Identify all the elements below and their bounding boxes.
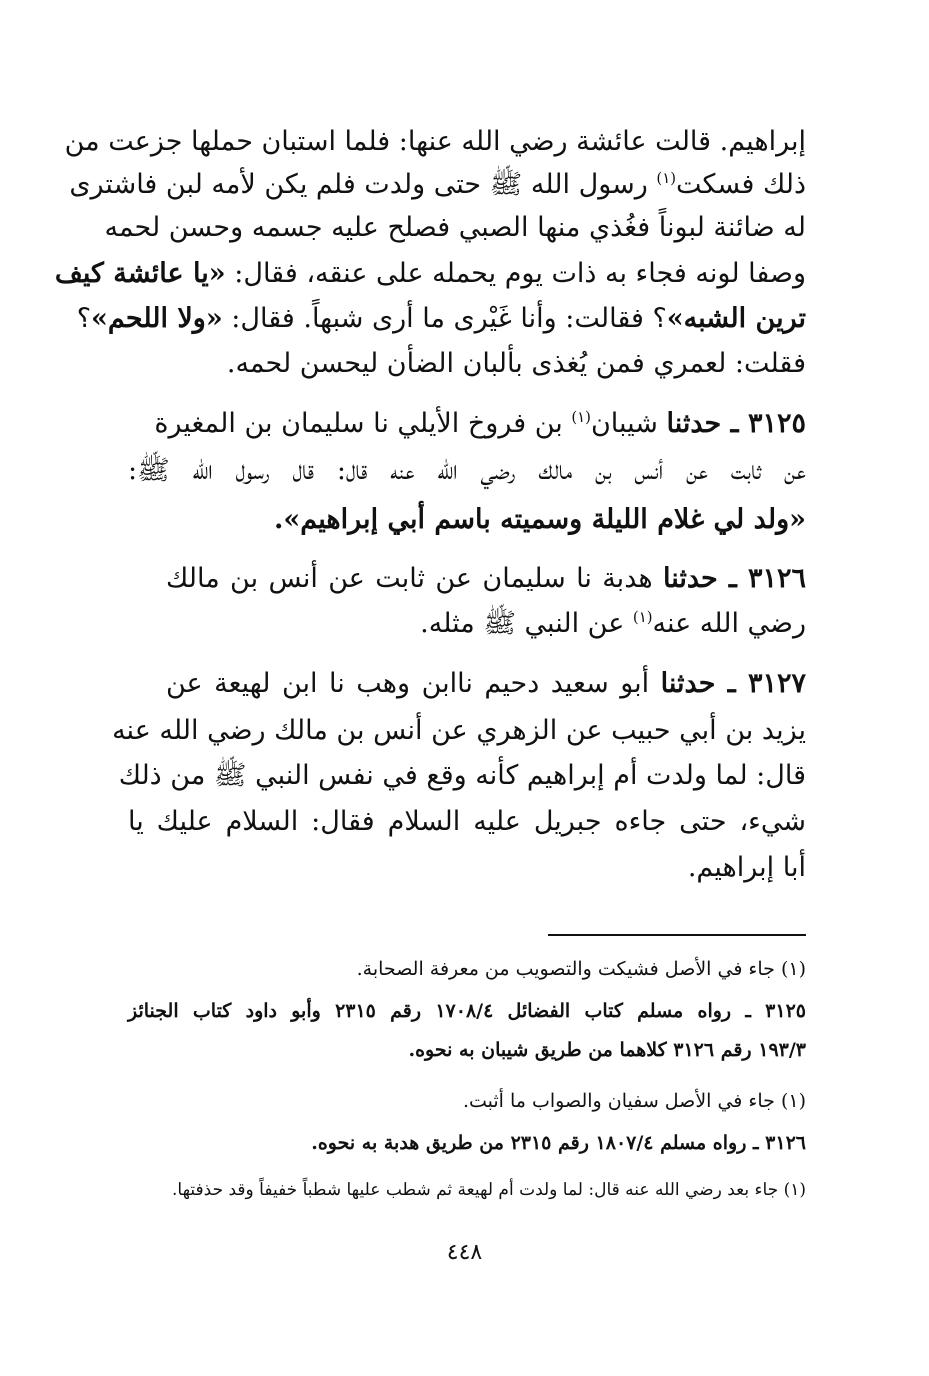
hadith-number: ٣١٢٧ ـ [715,668,806,699]
takhrij-note [128,1000,806,1030]
takhrij-note [128,1132,806,1162]
footnote-text: ٣١٢٦ ـ رواه مسلم ١٨٠٧/٤ رقم ٢٣١٥ من طريق هدبة به نحوه. [311,1132,806,1154]
text-run: وصفا لونه فجاء به ذات يوم يحمله على عنقه، فقال: [225,258,806,289]
text-line [128,348,806,388]
hadith-heading-line [166,668,806,708]
text-line [69,169,806,209]
text-line [128,608,806,648]
text-line [266,504,806,544]
footnote-separator [548,934,806,936]
text-run: ؟ فقالت: وأنا غَيْرى ما أرى شبهاً. فقال: [222,303,667,334]
bold-quote: ترين الشبه» [666,303,806,334]
footnote-marker: (١) [632,608,653,626]
text-run: أبو سعيد دحيم ناابن وهب نا ابن لهيعة عن [166,668,661,699]
hadith-number: ٣١٢٦ ـ [717,563,806,594]
text-run: هدبة نا سليمان عن ثابت عن أنس بن مالك [166,563,663,594]
text-line [128,852,806,892]
hadith-number: ٣١٢٥ ـ [721,408,806,439]
text-line [76,303,806,343]
footnote [128,1180,806,1210]
hadith-keyword: حدثنا [666,408,722,439]
text-run: له ضائنة لبوناً فغُذي منها الصبي فصلح عليه جسمه وحسن لحمه [104,212,806,243]
text-run: قال: لما ولدت أم إبراهيم كأنه وقع في نفس النبي ﷺ من ذلك [118,760,806,791]
text-run: شيء، حتى جاءه جبريل عليه السلام فقال: السلام عليك يا [128,806,806,837]
takhrij-note-continued [166,1039,806,1069]
text-line [128,806,806,846]
footnote-text: ١٩٣/٣ رقم ٣١٢٦ كلاهما من طريق شيبان به نحوه. [408,1039,806,1061]
text-run: عن النبي ﷺ مثله. [420,608,633,639]
footnote-text: (١) جاء بعد رضي الله عنه قال: لما ولدت أم لهيعة ثم شطب عليها شطباً خفيفاً وقد حذفتها. [172,1180,806,1200]
text-run: فقلت: لعمري فمن يُغذى بألبان الضأن ليحسن لحمه. [226,348,806,379]
bold-quote: «ولد لي غلام الليلة وسميته باسم أبي إبراهيم». [274,504,806,535]
text-run: أبا إبراهيم. [687,852,806,883]
text-run: بن فروخ الأيلي نا سليمان بن المغيرة [154,408,572,439]
footnote-text: (١) جاء في الأصل سفيان والصواب ما أثبت. [462,1090,806,1112]
text-line [118,760,806,800]
text-line [104,212,806,252]
footnote-marker: (١) [656,169,676,187]
text-run: شيبان [590,408,667,439]
text-line [128,455,806,495]
hadith-keyword: حدثنا [662,563,718,594]
hadith-heading-line [166,563,806,603]
hadith-keyword: حدثنا [660,668,716,699]
text-run: عن ثابت عن أنس بن مالك رضي الله عنه قال: قال رسول الله ﷺ: [128,455,806,486]
footnote-text: (١) جاء في الأصل فشيكت والتصويب من معرفة الصحابة. [356,958,806,980]
text-run: رضي الله عنه [652,608,806,639]
text-line [64,126,806,166]
text-run: ؟ [76,303,92,334]
text-run: ذلك فسكت [675,169,806,200]
text-run: رسول الله ﷺ حتى ولدت فلم يكن لأمه لبن فاشترى [69,169,657,200]
footnote [128,958,806,988]
bold-quote: «يا عائشة كيف [54,258,226,289]
footnote [128,1090,806,1120]
text-run: إبراهيم. قالت عائشة رضي الله عنها: فلما استبان حملها جزعت من [64,126,806,157]
bold-quote: «ولا اللحم» [91,303,223,334]
text-line [112,715,806,755]
footnote-marker: (١) [571,408,591,426]
hadith-heading-line [154,408,806,448]
text-run: يزيد بن أبي حبيب عن الزهري عن أنس بن مالك رضي الله عنه [112,715,806,746]
footnote-text: ٣١٢٥ ـ رواه مسلم كتاب الفضائل ١٧٠٨/٤ رقم ٢٣١٥ وأبو داود كتاب الجنائز [128,1000,806,1022]
text-line [54,258,806,298]
page-number: ٤٤٨ [446,1240,483,1265]
